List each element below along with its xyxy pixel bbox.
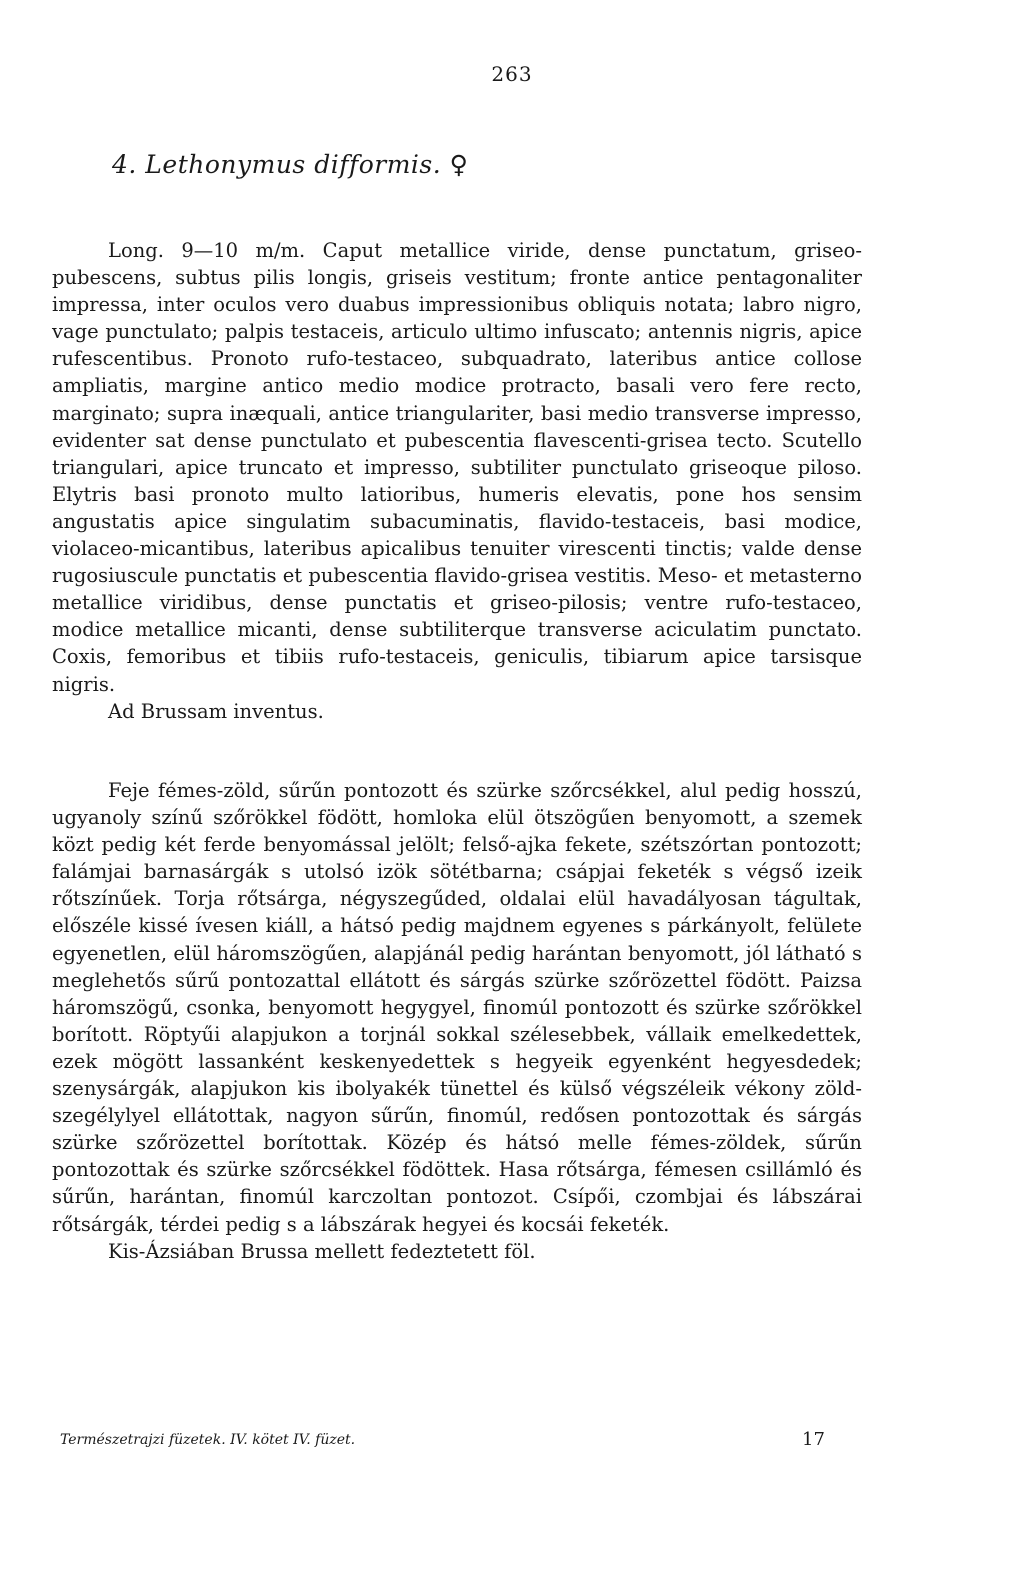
hungarian-description: Feje fémes-zöld, sűrűn pontozott és szürke szőrcsékkel, alul pedig hosszú, ugyanoly színű szőrökkel födött, homloka elül ötszögűen benyomott, a szemek közt pedig két ferde benyomással jelölt; felső-ajka fekete, szétszórtan pontozott; falámjai barnasárgák s utolsó izök sötétbarna; csápjai feketék s végső izeik rőtszínűek. Torja rőtsárga, négyszegűded, oldalai elül havadályosan tágultak, előszéle kissé ívesen kiáll, a hátsó pedig majdnem egyenes s párkányolt, felülete egyenetlen, elül háromszögűen, alapjánál pedig harántan benyomott, jól látható s meglehetős sűrű pontozattal ellátott és sárgás szürke szőrözettel födött. Paizsa háromszögű, csonka, benyomott hegygyel, finomúl pontozott és szürke szőrökkel borított. Röptyűi alapjukon a torjnál sokkal szélesebbek, vállaik emelkedettek, ezek mögött lassanként keskenyedettek s hegyeik egyenként hegyesdedek; szenysárgák, alapjukon kis ibolyakék tünettel és külső végszéleik vékony zöldszegélylyel ellátottak, nagyon sűrűn, finomúl, redősen pontozottak és sárgás szürke szőrözettel borítottak. Közép és hátsó melle fémes-zöldek, sűrűn pontozottak és szürke szőrcsékkel födöttek. Hasa rőtsárga, fémesen csillámló és sűrűn, harántan, finomúl karczoltan pontozot. Csípői, czombjai és lábszárai rőtsárgák, térdei pedig s a lábszárak hegyei és kocsái feketék. bbox=[52, 779, 862, 1236]
latin-description-block bbox=[52, 237, 862, 725]
page-number: 263 bbox=[491, 62, 533, 86]
hungarian-description-block bbox=[52, 777, 862, 1265]
sheet-number: 17 bbox=[802, 1429, 825, 1450]
species-heading: 4. Lethonymus difformis. ♀ bbox=[112, 150, 469, 179]
journal-footer: Természetrajzi füzetek. IV. kötet IV. füzet. bbox=[60, 1432, 356, 1448]
hungarian-locality: Kis-Ázsiában Brussa mellett fedeztetett föl. bbox=[108, 1239, 536, 1263]
latin-description: Long. 9—10 m/m. Caput metallice viride, dense punctatum, griseopubescens, subtus pilis longis, griseis vestitum; fronte antice pentagonaliter impressa, inter oculos vero duabus impressionibus obliquis notata; labro nigro, vage punctulato; palpis testaceis, articulo ultimo infuscato; antennis nigris, apice rufescentibus. Pronoto rufo-testaceo, subquadrato, lateribus antice collose ampliatis, margine antico medio modice protracto, basali vero fere recto, marginato; supra inæquali, antice triangulariter, basi medio transverse impresso, evidenter sat dense punctulato et pubescentia flavescenti-grisea tecto. Scutello triangulari, apice truncato et impresso, subtiliter punctulato griseoque piloso. Elytris basi pronoto multo latioribus, humeris elevatis, pone hos sensim angustatis apice singulatim subacuminatis, flavido-testaceis, basi modice, violaceo-micantibus, lateribus apicalibus tenuiter virescenti tinctis; valde dense rugosiuscule punctatis et pubescentia flavido-grisea vestitis. Meso- et metasterno metallice viridibus, dense punctatis et griseo-pilosis; ventre rufo-testaceo, modice metallice micanti, dense subtiliterque transverse aciculatim punctato. Coxis, femoribus et tibiis rufo-testaceis, geniculis, tibiarum apice tarsisque nigris. bbox=[52, 239, 862, 696]
latin-locality: Ad Brussam inventus. bbox=[108, 699, 324, 723]
